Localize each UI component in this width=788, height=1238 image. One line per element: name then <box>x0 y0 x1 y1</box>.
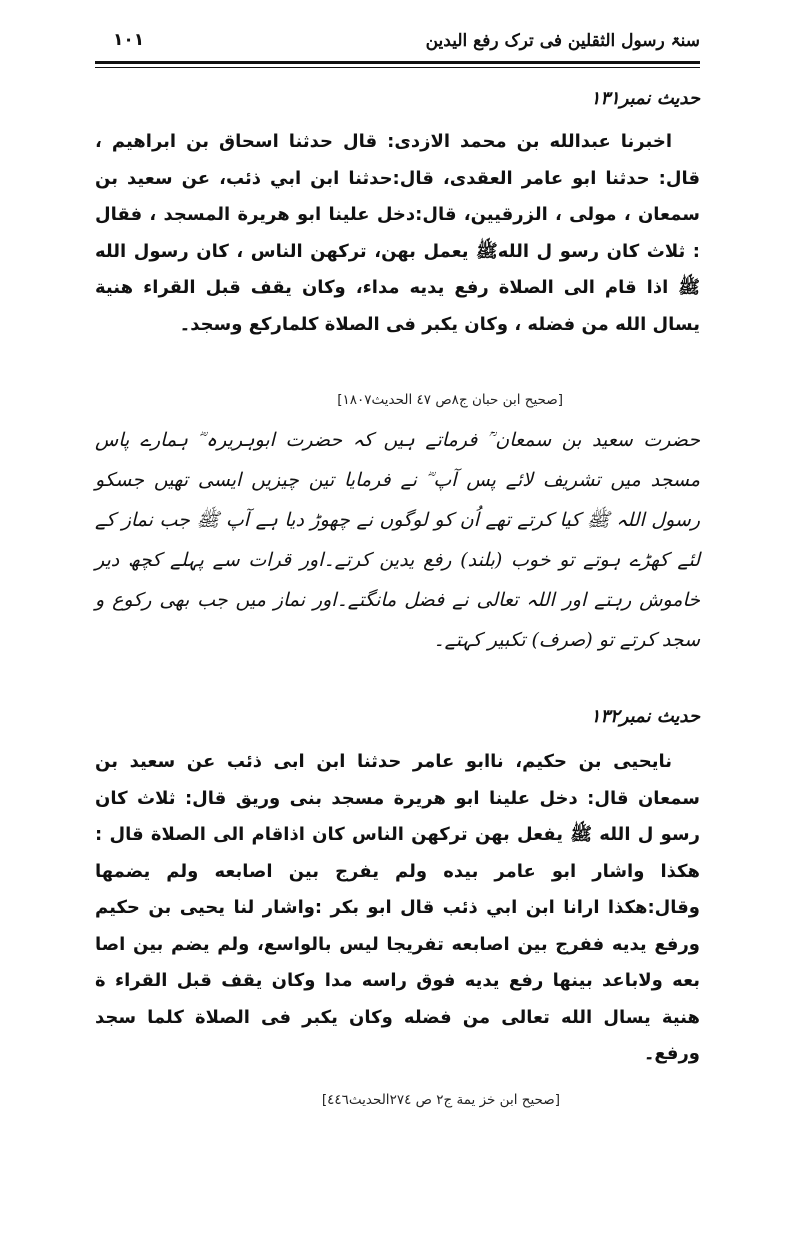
hadith-131-arabic-text: اخبرنا عبدالله بن محمد الازدی: قال حدثنا اسحاق بن ابراهیم ، قال: حدثنا ابو عامر العقدی، قال:حدثنا ابن ابي ذئب، عن سعید بن سمعان ، مولی ، الزرقیین، قال:دخل علینا ابو هریرة المسجد ، فقال : ثلاث کان رسو ل اللهﷺ یعمل بهن، ترکهن الناس ، کان رسول الله ﷺ اذا قام الی الصلاة رفع یدیه مداء، وکان یقف قبل القراء هنیة یسال الله من فضله ، وکان یکبر فی الصلاة کلمارکع وسجد۔ <box>95 131 700 335</box>
hadith-131-reference: [صحیح ابن حبان ج۸ص ٤٧ الحدیث١٨٠٧] <box>337 392 563 408</box>
header-rule-thick <box>95 61 700 64</box>
hadith-132-arabic-text: نایحیی بن حکیم، ناابو عامر حدثنا ابن ابی ذئب عن سعید بن سمعان قال: دخل علینا ابو هریرة مسجد بنی وریق قال: ثلاث کان رسو ل الله ﷺ یفعل بهن ترکهن الناس کان اذاقام الی الصلاة قال : هکذا واشار ابو عامر بیده ولم یفرج بین اصابعه ولم یضمها وقال:هکذا ارانا ابن ابي ذئب قال ابو بکر :واشار لنا یحیی بن حکیم ورفع یدیه ففرج بین اصابعه تفریجا لیس بالواسع، ولم یضم بین اصا بعه ولاباعد بینها رفع یدیه فوق راسه مدا وکان یقف قبل القراء ة هنیة یسال الله تعالی من فضله وکان یکبر فی الصلاة کلما سجد ورفع۔ <box>95 751 700 1064</box>
hadith-131-urdu-translation: حضرت سعید بن سمعان ؒ فرماتے ہیں کہ حضرت ابوہریرہ ؓ ہمارے پاس مسجد میں تشریف لائے پس آپ ؓ نے فرمایا تین چیزیں ایسی تھیں جسکو رسول اللہ ﷺ کیا کرتے تھے اُن کو لوگوں نے چھوڑ دیا ہے آپ ﷺ جب نماز کے لئے کھڑے ہوتے تو خوب (بلند) رفع یدین کرتے۔اور قرات سے پہلے کچھ دیر خاموش رہتے اور اللہ تعالی نے فضل مانگتے۔اور نماز میں جب بھی رکوع و سجد کرتے تو (صرف) تکبیر کہتے۔ <box>95 429 700 651</box>
hadith-131-heading: حدیث نمبر۱۳۱ <box>590 88 700 109</box>
hadith-132-reference: [صحیح ابن خز یمة ج۲ ص ۲۷٤الحدیث٤٤٦] <box>321 1092 560 1108</box>
header-rule-thin <box>95 67 700 68</box>
running-header <box>95 28 700 64</box>
book-title: سنۃ رسول الثقلین فی ترک رفع الیدین <box>425 31 700 51</box>
hadith-132-heading: حدیث نمبر۱۳۲ <box>590 706 700 727</box>
page-number: ۱۰۱ <box>113 30 145 50</box>
